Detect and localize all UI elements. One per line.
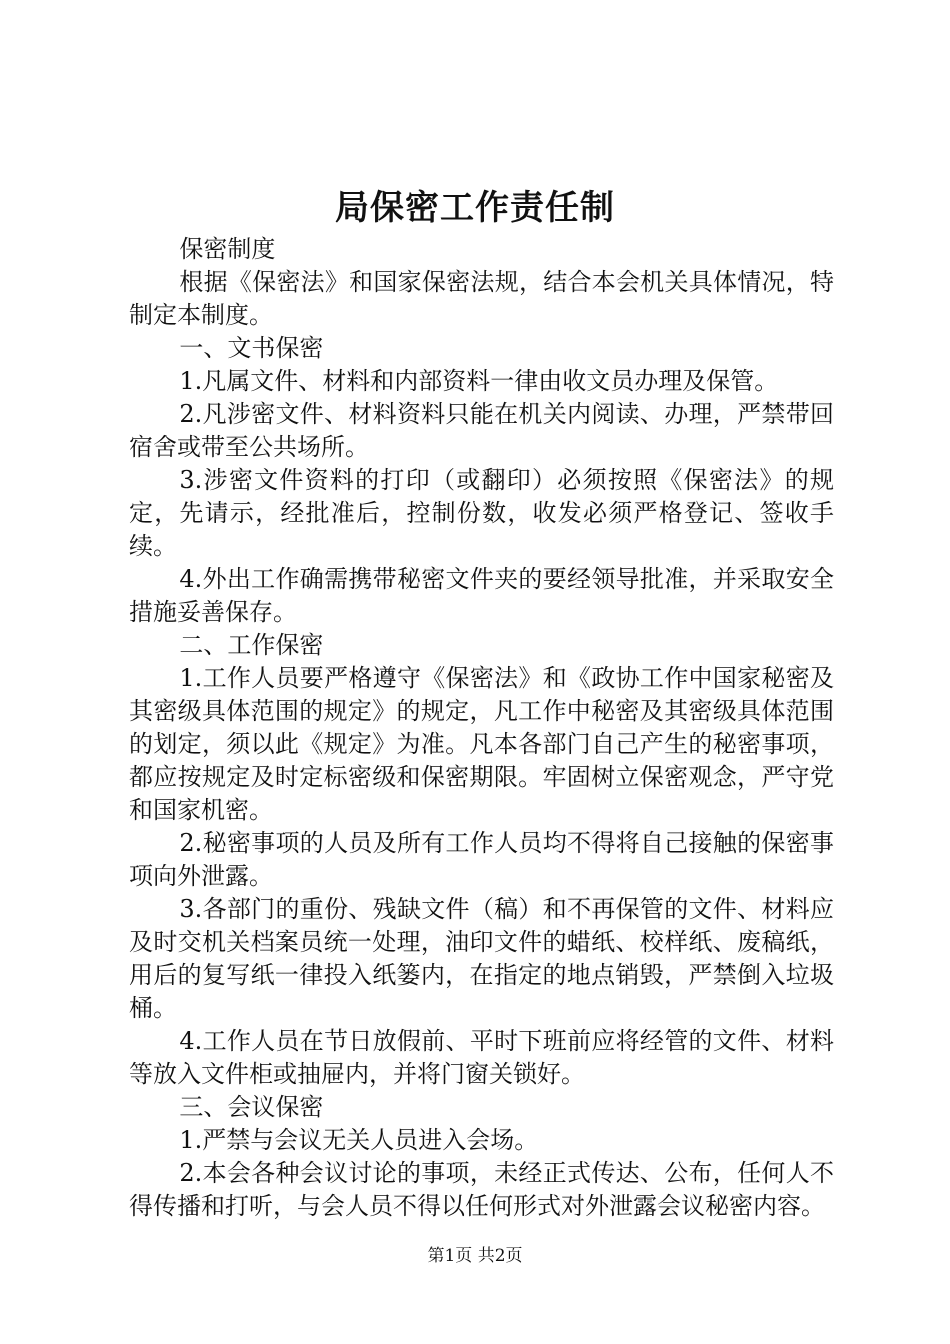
document-body (129, 233, 834, 1223)
paragraph-item: 1.工作人员要严格遵守《保密法》和《政协工作中国家秘密及其密级具体范围的规定》的规定，凡工作中秘密及其密级具体范围的划定，须以此《规定》为准。凡本各部门自己产生的秘密事项，都应按规定及时定标密级和保密期限。牢固树立保密观念，严守党和国家机密。 (129, 664, 834, 824)
paragraph-heading-system: 保密制度 (179, 235, 276, 263)
section-heading-work: 二、工作保密 (179, 631, 324, 659)
section-heading-meetings: 三、会议保密 (179, 1093, 324, 1121)
paragraph-item: 1.凡属文件、材料和内部资料一律由收文员办理及保管。 (179, 367, 779, 395)
paragraph-item: 3.各部门的重份、残缺文件（稿）和不再保管的文件、材料应及时交机关档案员统一处理，油印文件的蜡纸、校样纸、废稿纸，用后的复写纸一律投入纸篓内，在指定的地点销毁，严禁倒入垃圾桶。 (129, 895, 834, 1022)
paragraph-item: 1.严禁与会议无关人员进入会场。 (179, 1126, 539, 1154)
paragraph-item: 4.外出工作确需携带秘密文件夹的要经领导批准，并采取安全措施妥善保存。 (129, 565, 834, 626)
paragraph-item: 2.本会各种会议讨论的事项，未经正式传达、公布，任何人不得传播和打听，与会人员不得以任何形式对外泄露会议秘密内容。 (129, 1159, 834, 1220)
page-number: 第1页 共2页 (427, 1246, 523, 1266)
paragraph-intro: 根据《保密法》和国家保密法规，结合本会机关具体情况，特制定本制度。 (129, 268, 834, 329)
page-title: 局保密工作责任制 (335, 188, 615, 228)
paragraph-item: 3.涉密文件资料的打印（或翻印）必须按照《保密法》的规定，先请示，经批准后，控制份数，收发必须严格登记、签收手续。 (129, 466, 834, 560)
paragraph-item: 2.秘密事项的人员及所有工作人员均不得将自己接触的保密事项向外泄露。 (129, 829, 834, 890)
section-heading-documents: 一、文书保密 (179, 334, 324, 362)
paragraph-item: 2.凡涉密文件、材料资料只能在机关内阅读、办理，严禁带回宿舍或带至公共场所。 (129, 400, 834, 461)
paragraph-item: 4.工作人员在节日放假前、平时下班前应将经管的文件、材料等放入文件柜或抽屉内，并将门窗关锁好。 (129, 1027, 834, 1088)
